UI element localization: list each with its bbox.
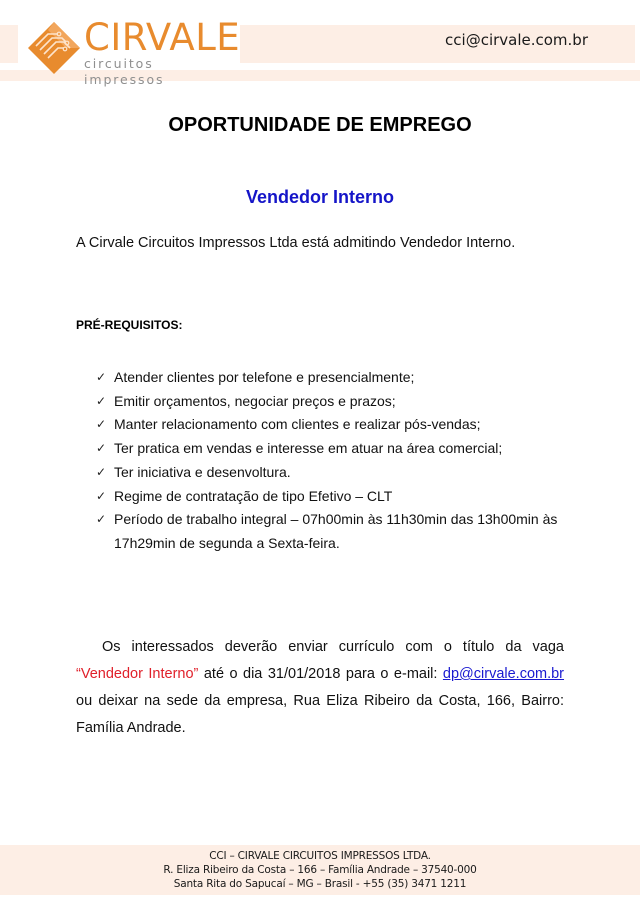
requirement-text: Regime de contratação de tipo Efetivo – CLT: [114, 487, 393, 504]
list-item: [96, 413, 576, 437]
footer-city-phone: Santa Rita do Sapucaí – MG – Brasil - +55 (35) 3471 1211: [173, 878, 467, 890]
list-item: [96, 485, 576, 509]
footer-address: R. Eliza Ribeiro da Costa – 166 – Família Andrade – 37540-000: [163, 864, 477, 876]
closing-text-2: até o dia 31/01/2018 para o e-mail:: [198, 666, 443, 682]
list-item: [96, 366, 576, 390]
checkmark-icon: ✓: [96, 417, 107, 432]
logo-tagline: circuitos impressos: [84, 56, 165, 87]
requirement-text: Ter iniciativa e desenvoltura.: [114, 463, 291, 480]
company-logo: [26, 16, 241, 87]
list-item: [96, 461, 576, 485]
requirement-text: Ter pratica em vendas e interesse em atuar na área comercial;: [114, 440, 503, 457]
checkmark-icon: ✓: [96, 370, 107, 384]
requirements-heading: PRÉ-REQUISITOS:: [76, 318, 183, 332]
checkmark-icon: ✓: [96, 464, 107, 479]
closing-paragraph: [76, 634, 564, 742]
requirement-text: Manter relacionamento com clientes e realizar pós-vendas;: [114, 416, 481, 433]
job-title: Vendedor Interno: [245, 187, 395, 207]
requirement-text: Período de trabalho integral – 07h00min às 11h30min das 13h00min às 17h29min de segunda a Sexta-feira.: [114, 511, 558, 551]
list-item: [96, 508, 576, 555]
requirements-list: [96, 366, 576, 556]
header-email[interactable]: cci@cirvale.com.br: [445, 31, 588, 49]
checkmark-icon: ✓: [96, 441, 107, 456]
list-item: [96, 437, 576, 461]
closing-text-3: ou deixar na sede da empresa, Rua Eliza Ribeiro da Costa, 166, Bairro: Família Andrade.: [76, 693, 564, 736]
requirement-text: Emitir orçamentos, negociar preços e prazos;: [114, 392, 396, 409]
logo-brand-name: CIRVALE: [84, 16, 241, 59]
list-item: [96, 390, 576, 414]
requirement-text: Atender clientes por telefone e presencialmente;: [114, 369, 415, 385]
contact-email-link[interactable]: dp@cirvale.com.br: [442, 666, 565, 682]
footer-company: CCI – CIRVALE CIRCUITOS IMPRESSOS LTDA.: [209, 850, 431, 862]
footer: [0, 845, 640, 895]
checkmark-icon: ✓: [96, 393, 107, 408]
circuit-board-logo-icon: [26, 20, 82, 76]
header-band-left: [0, 25, 18, 63]
checkmark-icon: ✓: [96, 512, 107, 527]
page-title: OPORTUNIDADE DE EMPREGO: [168, 114, 472, 136]
intro-text: A Cirvale Circuitos Impressos Ltda está admitindo Vendedor Interno.: [76, 235, 516, 251]
closing-text-1: Os interessados deverão enviar currículo com o título da vaga: [102, 639, 564, 655]
checkmark-icon: ✓: [96, 488, 107, 503]
job-title-highlight: “Vendedor Interno”: [76, 666, 199, 682]
